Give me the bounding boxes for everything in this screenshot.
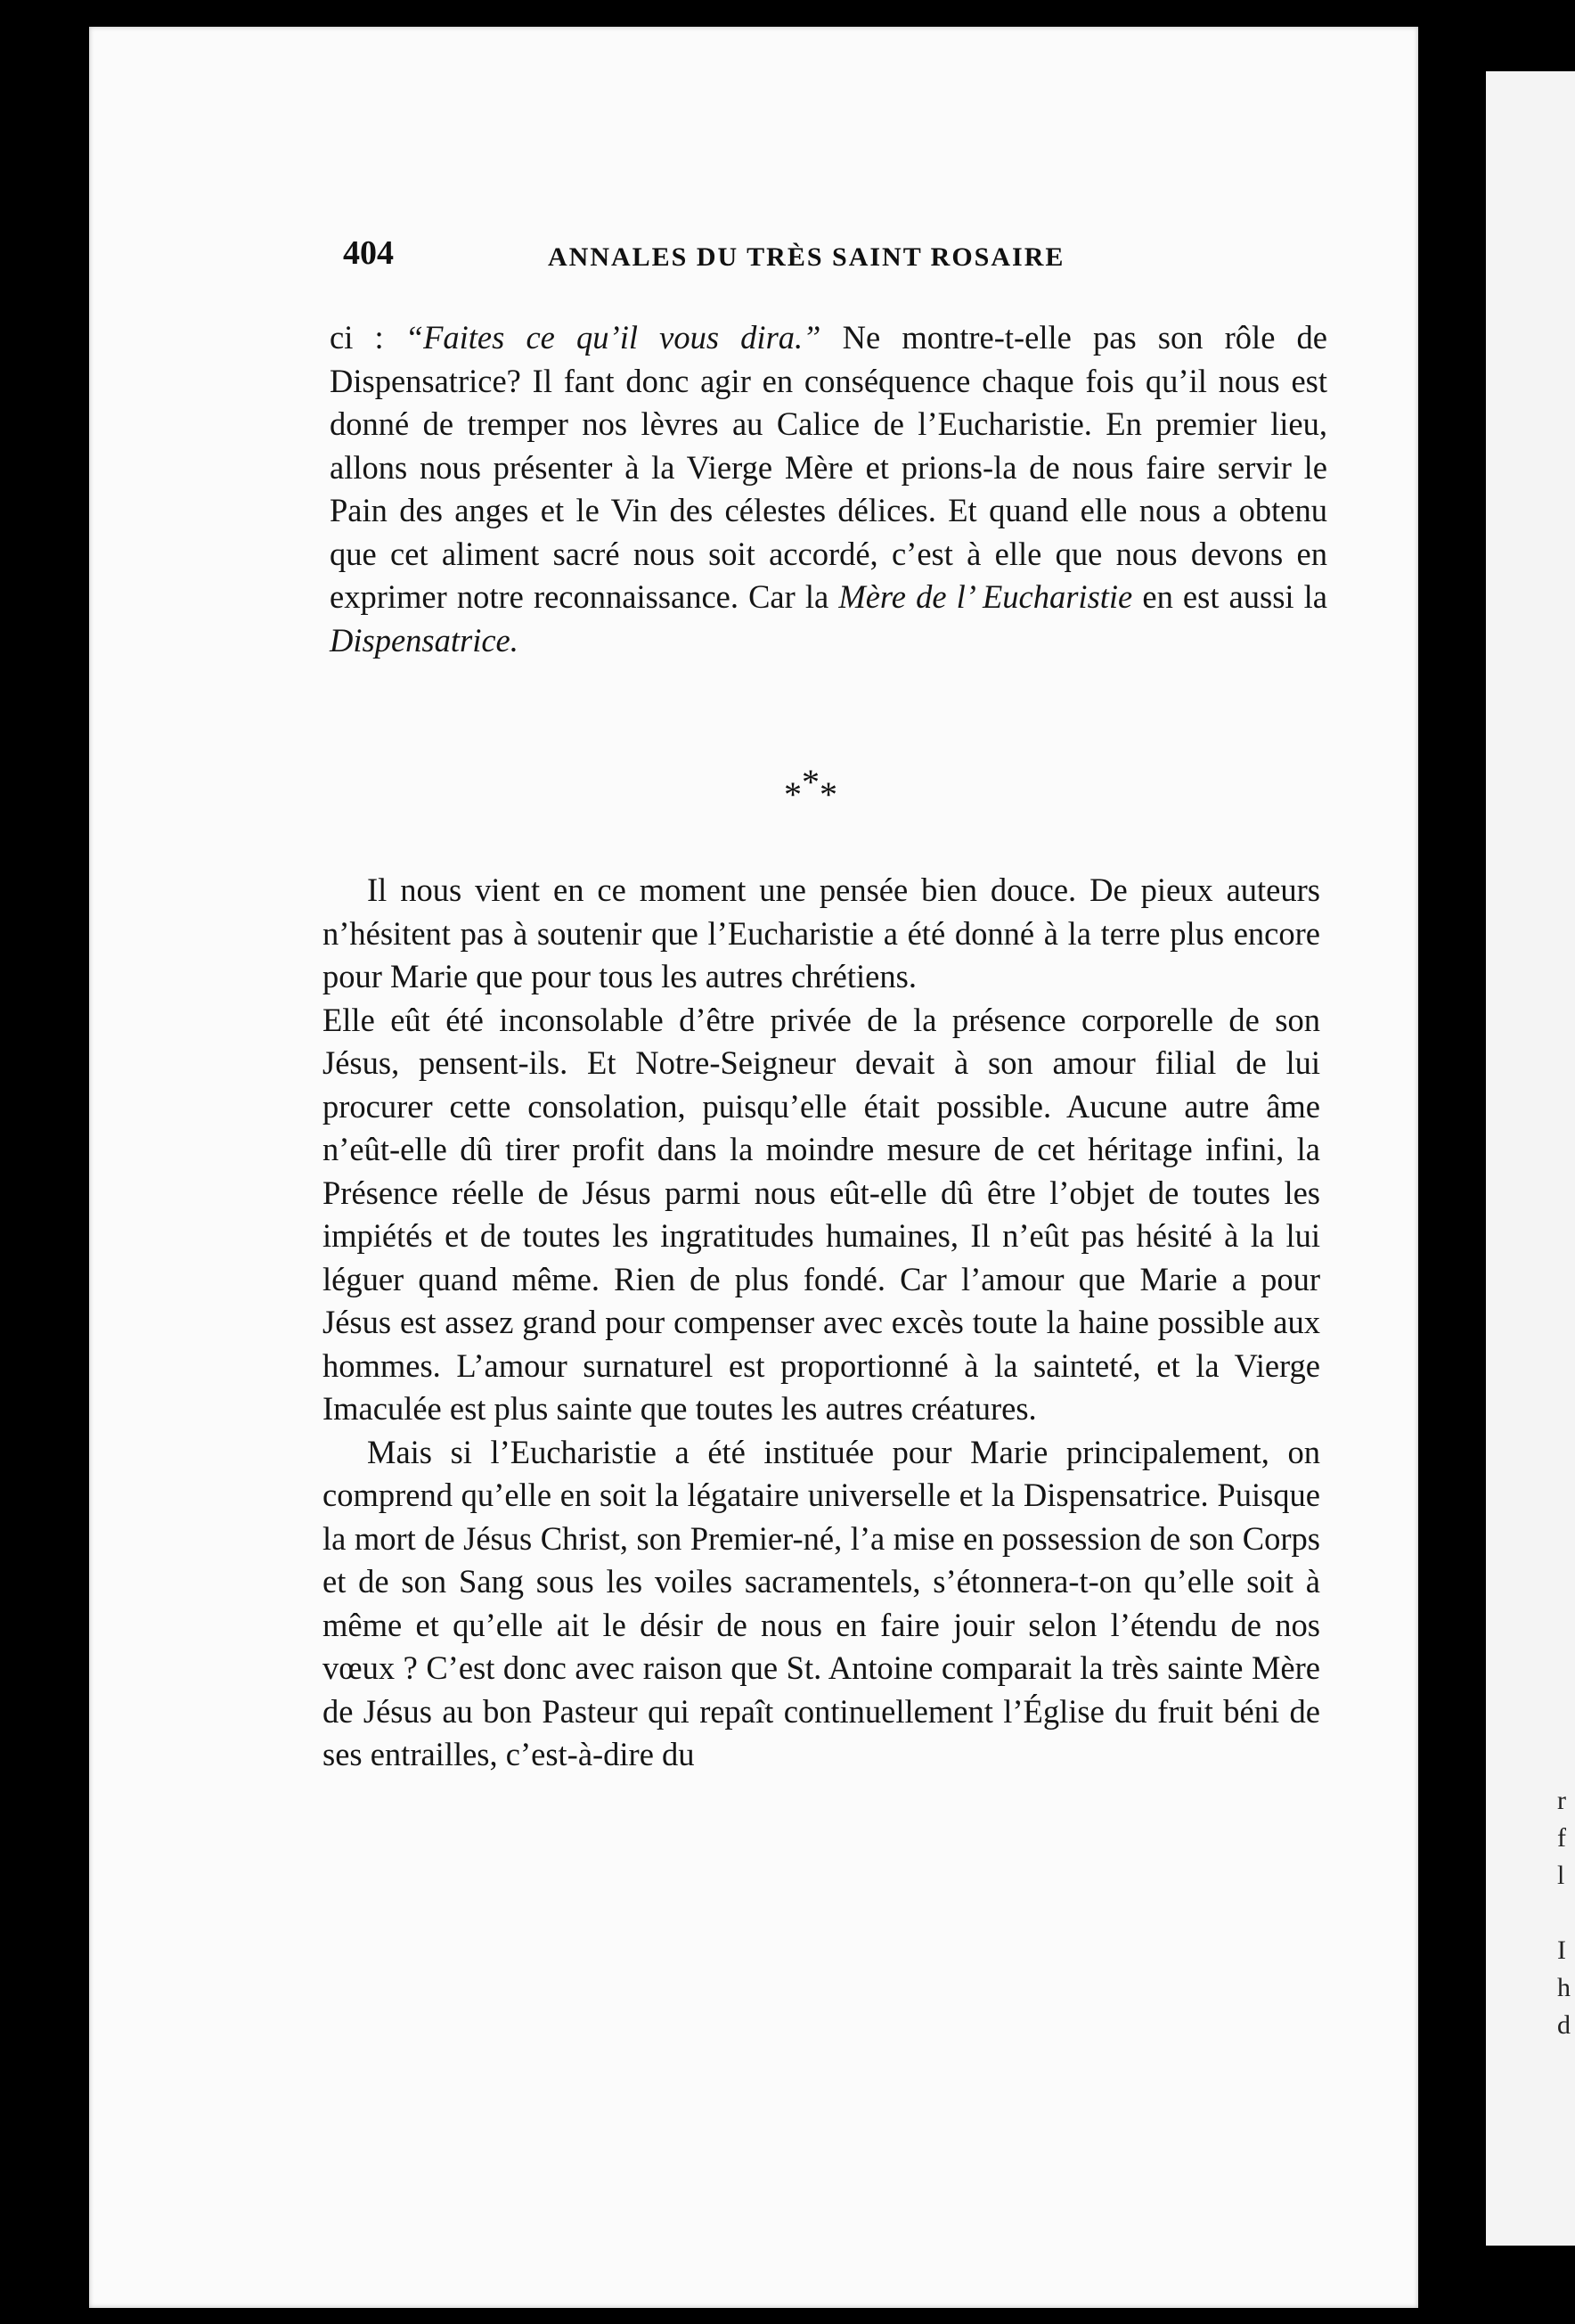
running-title: ANNALES DU TRÈS SAINT ROSAIRE [548,242,1065,272]
asterisk-left: * [784,774,802,814]
adjacent-page-text: r f l I h d [1557,1786,1571,2040]
para1-text1: Ne montre-t-elle pas son rôle de Dispensatrice? Il fant donc agir en conséquence chaque fois qu’il nous est donné de tremper nos lèvres au Calice de l’Eucharistie. En premier lieu, allons nous présenter à la Vierge Mère et prions-la de nous faire servir le Pain des anges et le Vin des célestes délices. Et quand elle nous a obtenu que cet aliment sacré nous soit accordé, c’est à elle que nous devons en exprimer notre reconnaissance. Car la [330,319,1328,615]
asterisk-right: * [820,774,837,814]
page-header [343,233,1118,287]
page-number: 404 [343,234,394,272]
para1-prefix: ci : [330,319,405,356]
para1-text2: en est aussi la [1132,578,1328,615]
asterisk-middle: * [802,762,820,802]
asterism-separator [775,762,846,815]
paragraph-4: Mais si l’Eucharistie a été instituée pour Marie principalement, on comprend qu’elle en soit la légataire universelle et la Dispensatrice. Puisque la mort de Jésus Christ, son Premier-né, l’a mise en possession de son Corps et de son Sang sous les voiles sacramentels, s’étonnera-t-on qu’elle soit à même et qu’elle ait le désir de nous en faire jouir selon l’étendu de nos vœux ? C’est donc avec raison que St. Antoine comparait la très sainte Mère de Jésus au bon Pasteur qui repaît continuellement l’Église du fruit béni de ses entrailles, c’est-à-dire du [322,1433,1320,1772]
paragraph-3: Elle eût été inconsolable d’être privée de la présence corporelle de son Jésus, pensent-ils. Et Notre-Seigneur devait à son amour filial de lui procurer cette consolation, puisqu’elle était possible. Aucune autre âme n’eût-elle dû tirer profit dans la moindre mesure de cet héritage infini, la Présence réelle de Jésus parmi nous eût-elle dû être l’objet de toutes les impiétés et de toutes les ingratitudes humaines, Il n’eût pas hésité à la lui léguer quand même. Rien de plus fondé. Car l’amour que Marie a pour Jésus est assez grand pour compenser avec excès toute la haine possible aux hommes. L’amour surnaturel est proportionné à la sainteté, et la Vierge Imaculée est plus sainte que toutes les autres créatures. [322,1001,1320,1427]
para1-quote: “Faites ce qu’il vous dira.” [404,319,821,356]
paragraph-1 [330,316,1327,662]
para1-italic-mere: Mère de l’ Eucharistie [838,578,1133,615]
para1-italic-dispensatrice: Dispensatrice. [330,621,518,659]
paragraph-2: Il nous vient en ce moment une pensée bien douce. De pieux auteurs n’hésitent pas à soutenir que l’Eucharistie a été donné à la terre plus encore pour Marie que pour tous les autres chrétiens. [322,872,1320,994]
body-text [322,869,1320,1777]
